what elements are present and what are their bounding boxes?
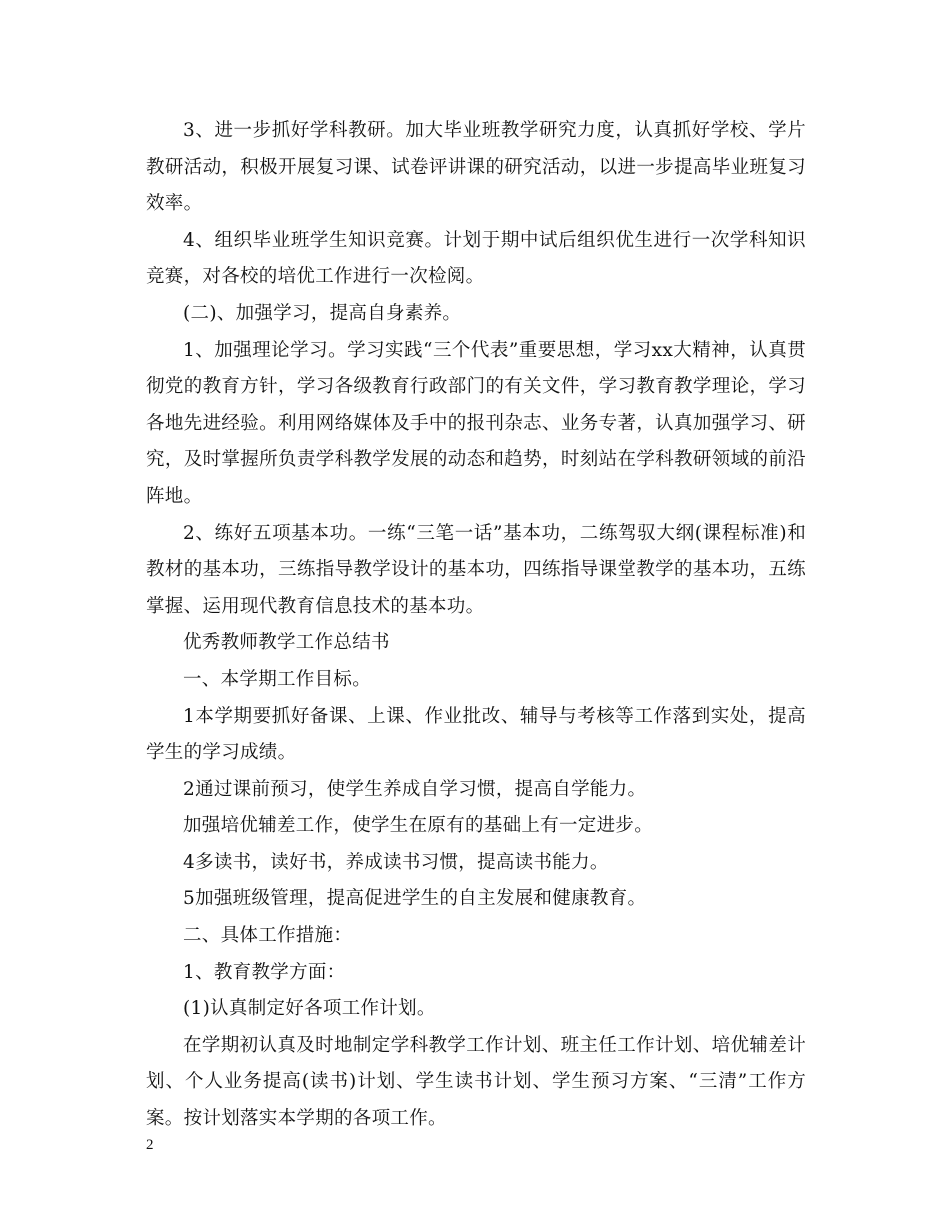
goal-item-1: 1本学期要抓好备课、上课、作业批改、辅导与考核等工作落到实处，提高学生的学习成绩。 [146,705,806,764]
subsection-heading-teaching: 1、教育教学方面： [183,961,346,983]
document-subtitle: 优秀教师教学工作总结书 [183,632,390,654]
paragraph-theory-study: 1、加强理论学习。学习实践“三个代表”重要思想，学习xx大精神，认真贯彻党的教育方针，学习各级教育行政部门的有关文件，学习教育教学理论，学习各地先进经验。利用网络媒体及手中的报刊杂志、业务专著，认真加强学习、研究，及时掌握所负责学科教学发展的动态和趋势，时刻站在学科教研领域的前沿阵地。 [146,339,806,507]
document-body [146,113,806,1138]
section-heading-study: (二)、加强学习，提高自身素养。 [183,302,462,324]
paragraph-basic-skills: 2、练好五项基本功。一练“三笔一话”基本功，二练驾驭大纲(课程标准)和教材的基本功，三练指导教学设计的基本功，四练指导课堂教学的基本功，五练掌握、运用现代教育信息技术的基本功。 [146,522,806,617]
paragraph-competition: 4、组织毕业班学生知识竞赛。计划于期中试后组织优生进行一次学科知识竞赛，对各校的培优工作进行一次检阅。 [146,229,806,288]
goal-item-4: 4多读书，读好书，养成读书习惯，提高读书能力。 [183,851,609,873]
paragraph-plans-detail: 在学期初认真及时地制定学科教学工作计划、班主任工作计划、培优辅差计划、个人业务提高(读书)计划、学生读书计划、学生预习方案、“三清”工作方案。按计划落实本学期的各项工作。 [146,1034,806,1130]
paragraph-research: 3、进一步抓好学科教研。加大毕业班教学研究力度，认真抓好学校、学片教研活动，积极开展复习课、试卷评讲课的研究活动，以进一步提高毕业班复习效率。 [146,120,806,215]
goal-item-5: 5加强班级管理，提高促进学生的自主发展和健康教育。 [183,888,647,910]
goal-item-2: 2通过课前预习，使学生养成自学习惯，提高自学能力。 [183,778,647,800]
page-number: 2 [146,1137,154,1153]
list-item-plans: (1)认真制定好各项工作计划。 [183,998,436,1020]
section-heading-measures: 二、具体工作措施： [183,925,353,947]
goal-item-3: 加强培优辅差工作，使学生在原有的基础上有一定进步。 [183,815,654,837]
section-heading-goals: 一、本学期工作目标。 [183,668,372,690]
